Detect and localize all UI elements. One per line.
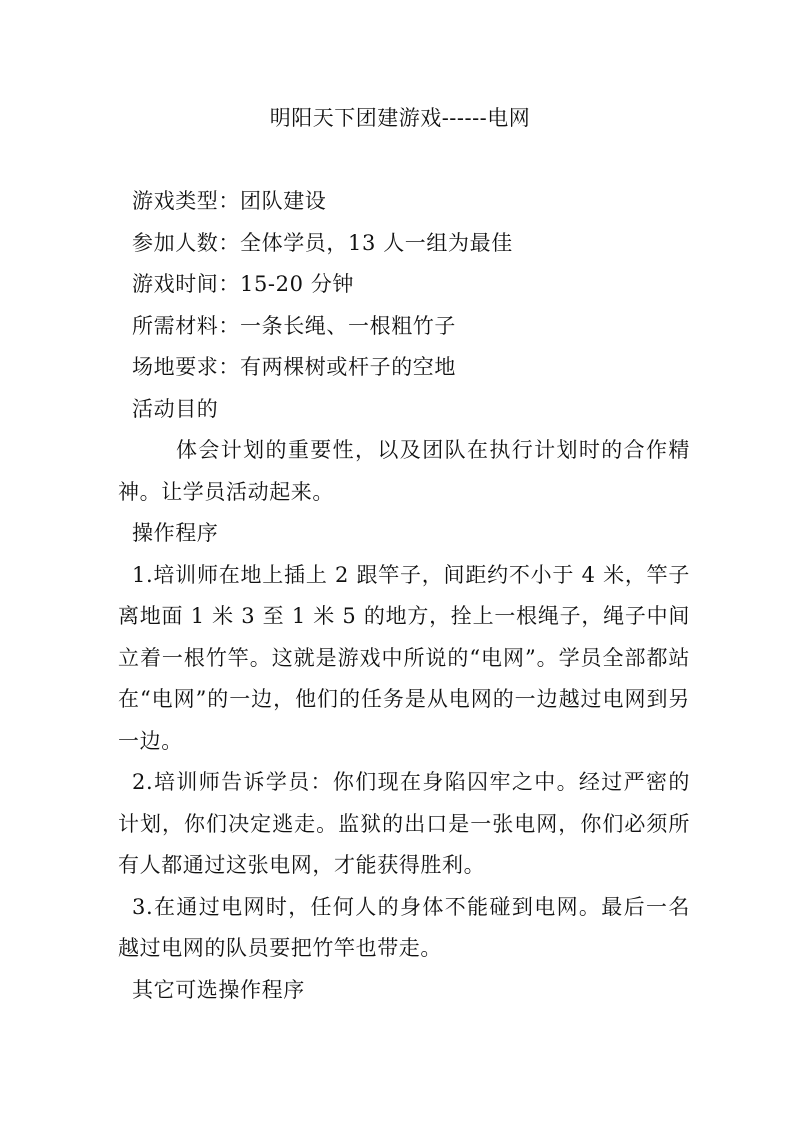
info-participants xyxy=(118,223,690,265)
procedure-heading: 操作程序 xyxy=(132,521,219,545)
procedure-step-3: 3.在通过电网时，任何人的身体不能碰到电网。最后一名越过电网的队员要把竹竿也带走。 xyxy=(118,894,690,960)
document-title: 明阳天下团建游戏------电网 xyxy=(269,106,531,130)
info-value: 一条长绳、一根粗竹子 xyxy=(240,313,456,338)
info-value: 有两棵树或杆子的空地 xyxy=(240,355,456,379)
info-value: 全体学员，13 人一组为最佳 xyxy=(240,230,513,255)
info-value: 15-20 分钟 xyxy=(240,272,355,296)
info-venue xyxy=(118,347,690,389)
purpose-paragraph: 体会计划的重要性，以及团队在执行计划时的合作精神。让学员活动起来。 xyxy=(118,438,690,504)
info-label: 游戏类型： xyxy=(132,189,240,213)
procedure-step-1: 1.培训师在地上插上 2 跟竿子，间距约不小于 4 米，竿子离地面 1 米 3 至 1 米 5 的地方，拴上一根绳子，绳子中间立着一根竹竿。这就是游戏中所说的“电网”。学员全部都站在“电网”的一边，他们的任务是从电网的一边越过电网到另一边。 xyxy=(118,562,690,753)
other-procedure-heading: 其它可选操作程序 xyxy=(132,977,305,1002)
info-value: 团队建设 xyxy=(240,189,327,213)
info-label: 所需材料： xyxy=(132,313,240,338)
procedure-step-2: 2.培训师告诉学员：你们现在身陷囚牢之中。经过严密的计划，你们决定逃走。监狱的出口是一张电网，你们必须所有人都通过这张电网，才能获得胜利。 xyxy=(118,770,690,877)
info-duration xyxy=(118,264,690,306)
document-body xyxy=(118,181,690,1011)
info-label: 场地要求： xyxy=(132,355,240,379)
info-label: 参加人数： xyxy=(132,230,240,255)
info-label: 游戏时间： xyxy=(132,272,240,296)
info-game-type xyxy=(118,181,690,223)
info-materials xyxy=(118,306,690,348)
purpose-heading: 活动目的 xyxy=(132,396,219,421)
